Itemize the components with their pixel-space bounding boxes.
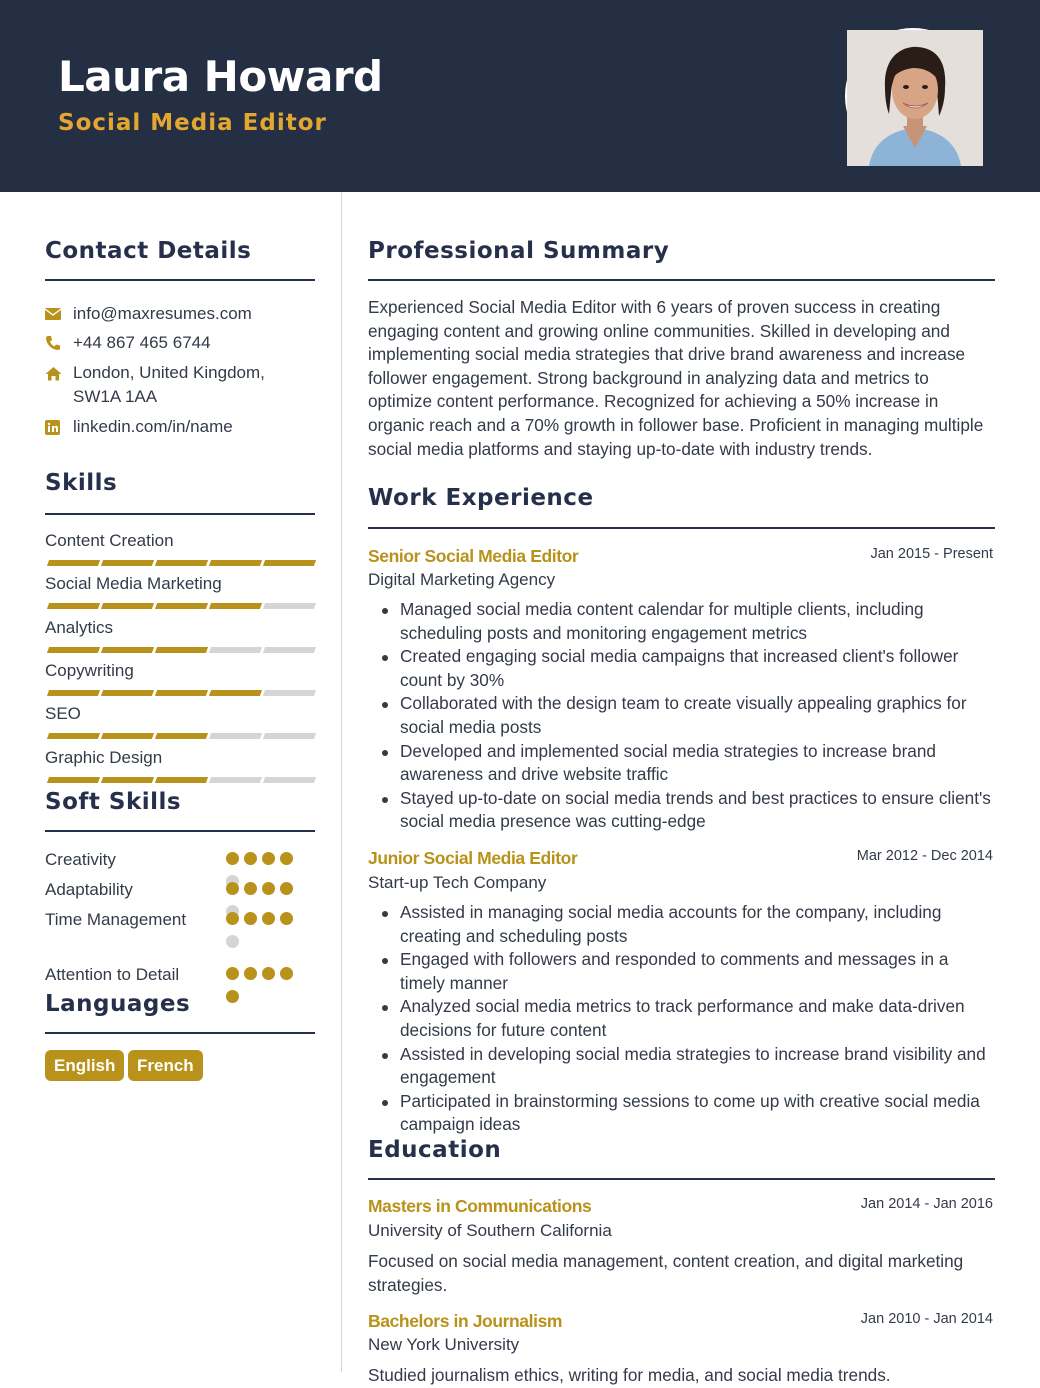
skill-level-segment — [47, 733, 100, 739]
skill-level-segment — [263, 777, 316, 783]
job-bullet: Engaged with followers and responded to comments and messages in a timely manner — [368, 948, 993, 995]
language-badge-english: English — [45, 1050, 124, 1081]
soft-skill-dot — [226, 967, 239, 980]
job-bullets — [368, 598, 993, 834]
soft-skill-dot — [244, 912, 257, 925]
soft-skill-label: Time Management — [45, 910, 187, 929]
skill-level-segment — [263, 560, 316, 566]
job-bullet: Assisted in developing social media strategies to increase brand visibility and engagement — [368, 1043, 993, 1090]
skill-level-segment — [101, 647, 154, 653]
soft-skill-dot — [244, 852, 257, 865]
skill-level-bar — [45, 603, 315, 609]
soft-skills-rule — [45, 830, 315, 832]
job-bullet: Assisted in managing social media accounts for the company, including creating and scheduling posts — [368, 901, 993, 948]
skill-level-bar — [45, 647, 315, 653]
language-badge-french: French — [128, 1050, 203, 1081]
skill-level-segment — [209, 733, 262, 739]
skill-level-segment — [47, 560, 100, 566]
skill-level-bar — [45, 690, 315, 696]
home-icon — [45, 361, 73, 385]
skill-level-segment — [47, 647, 100, 653]
degree-description: Studied journalism ethics, writing for media, and social media trends. — [368, 1365, 891, 1385]
soft-skill-dot — [262, 967, 275, 980]
contact-address-text: London, United Kingdom, SW1A 1AA — [73, 363, 265, 406]
school-name: New York University — [368, 1335, 520, 1354]
skill-level-segment — [47, 603, 100, 609]
summary-rule — [368, 279, 995, 281]
degree-title: Bachelors in Journalism — [368, 1311, 563, 1331]
soft-skill-label: Attention to Detail — [45, 965, 180, 984]
skill-level-segment — [155, 647, 208, 653]
job-bullet: Stayed up-to-date on social media trends and best practices to ensure client's social media presence was cutting-edge — [368, 787, 993, 834]
skill-level-segment — [209, 777, 262, 783]
skill-label: Graphic Design — [45, 748, 163, 767]
skill-level-segment — [47, 777, 100, 783]
phone-icon — [45, 331, 73, 355]
experience-heading: Work Experience — [368, 485, 594, 511]
skill-level-segment — [209, 690, 262, 696]
skill-level-segment — [209, 603, 262, 609]
skill-level-segment — [47, 690, 100, 696]
degree-title: Masters in Communications — [368, 1196, 592, 1216]
soft-skill-dot — [280, 967, 293, 980]
skill-level-segment — [155, 603, 208, 609]
contact-rule — [45, 279, 315, 281]
degree-description: Focused on social media management, content creation, and digital marketing strategies. — [368, 1251, 964, 1295]
skill-level-segment — [101, 777, 154, 783]
soft-skill-dot — [226, 990, 239, 1003]
envelope-icon — [45, 302, 73, 326]
skill-level-segment — [101, 733, 154, 739]
candidate-name: Laura Howard — [58, 52, 383, 101]
job-bullet: Managed social media content calendar for multiple clients, including scheduling posts and monitoring engagement metrics — [368, 598, 993, 645]
soft-skill-dot — [280, 882, 293, 895]
job-bullet: Collaborated with the design team to create visually appealing graphics for social media posts — [368, 692, 993, 739]
skills-rule — [45, 513, 315, 515]
soft-skill-dot — [280, 912, 293, 925]
candidate-title: Social Media Editor — [58, 110, 327, 136]
school-name: University of Southern California — [368, 1221, 612, 1240]
contact-address — [45, 361, 305, 409]
skill-level-segment — [101, 560, 154, 566]
job-bullet: Participated in brainstorming sessions to come up with creative social media campaign ideas — [368, 1090, 993, 1137]
skill-label: Analytics — [45, 618, 114, 637]
job-bullet: Developed and implemented social media strategies to increase brand awareness and drive website traffic — [368, 740, 993, 787]
skill-level-bar — [45, 560, 315, 566]
job-company: Start-up Tech Company — [368, 873, 547, 892]
soft-skill-dot — [226, 912, 239, 925]
job-bullet: Created engaging social media campaigns that increased client's follower count by 30% — [368, 645, 993, 692]
contact-phone-text: +44 867 465 6744 — [73, 333, 211, 352]
skill-level-segment — [263, 603, 316, 609]
job-title: Senior Social Media Editor — [368, 546, 579, 566]
skill-level-segment — [155, 777, 208, 783]
job-bullet: Analyzed social media metrics to track performance and make data-driven decisions for future content — [368, 995, 993, 1042]
summary-text: Experienced Social Media Editor with 6 years of proven success in creating engaging content and growing online communities. Skilled in developing and implementing social media strategies that drive brand awareness and increase follower engagement. Strong background in analyzing data and metrics to optimize content performance. Recognized for achieving a 50% increase in organic reach and a 70% growth in follower base. Proficient in managing multiple social media platforms and staying up-to-date with industry trends. — [368, 297, 984, 459]
skill-level-bar — [45, 777, 315, 783]
education-heading: Education — [368, 1137, 502, 1163]
soft-skills-heading: Soft Skills — [45, 789, 182, 815]
column-divider — [341, 192, 342, 1372]
soft-skill-dot — [262, 852, 275, 865]
languages-heading: Languages — [45, 991, 191, 1017]
degree-dates: Jan 2010 - Jan 2014 — [860, 1311, 993, 1327]
job-title: Junior Social Media Editor — [368, 848, 578, 868]
skill-level-segment — [209, 647, 262, 653]
education-rule — [368, 1178, 995, 1180]
skill-label: Content Creation — [45, 531, 174, 550]
skill-label: Copywriting — [45, 661, 134, 680]
summary-heading: Professional Summary — [368, 238, 670, 264]
contact-linkedin-text: linkedin.com/in/name — [73, 417, 233, 436]
contact-email — [45, 302, 252, 326]
skill-level-segment — [263, 733, 316, 739]
skill-label: SEO — [45, 704, 81, 723]
skill-level-segment — [263, 690, 316, 696]
contact-email-text: info@maxresumes.com — [73, 304, 252, 323]
job-bullets — [368, 901, 993, 1137]
skill-level-segment — [209, 560, 262, 566]
soft-skill-dot — [226, 935, 239, 948]
job-company: Digital Marketing Agency — [368, 570, 556, 589]
soft-skill-dot — [262, 882, 275, 895]
soft-skill-dot — [280, 852, 293, 865]
skill-label: Social Media Marketing — [45, 574, 222, 593]
skill-level-segment — [101, 690, 154, 696]
resume-header — [0, 0, 1040, 192]
skill-level-segment — [155, 690, 208, 696]
skill-level-segment — [263, 647, 316, 653]
degree-dates: Jan 2014 - Jan 2016 — [860, 1196, 993, 1212]
job-dates: Mar 2012 - Dec 2014 — [856, 848, 993, 864]
skill-level-segment — [155, 560, 208, 566]
soft-skill-label: Adaptability — [45, 880, 133, 899]
skills-heading: Skills — [45, 470, 118, 496]
experience-rule — [368, 527, 995, 529]
profile-photo — [845, 28, 981, 164]
soft-skill-label: Creativity — [45, 850, 116, 869]
contact-phone — [45, 331, 211, 355]
skill-level-segment — [155, 733, 208, 739]
contact-linkedin — [45, 415, 233, 439]
languages-rule — [45, 1032, 315, 1034]
soft-skill-dot — [226, 882, 239, 895]
skill-level-bar — [45, 733, 315, 739]
soft-skill-dot — [262, 912, 275, 925]
linkedin-icon — [45, 415, 73, 439]
skill-level-segment — [101, 603, 154, 609]
soft-skill-dot — [226, 852, 239, 865]
job-dates: Jan 2015 - Present — [870, 546, 993, 562]
contact-heading: Contact Details — [45, 238, 252, 264]
soft-skill-dot — [244, 967, 257, 980]
soft-skill-dot — [244, 882, 257, 895]
